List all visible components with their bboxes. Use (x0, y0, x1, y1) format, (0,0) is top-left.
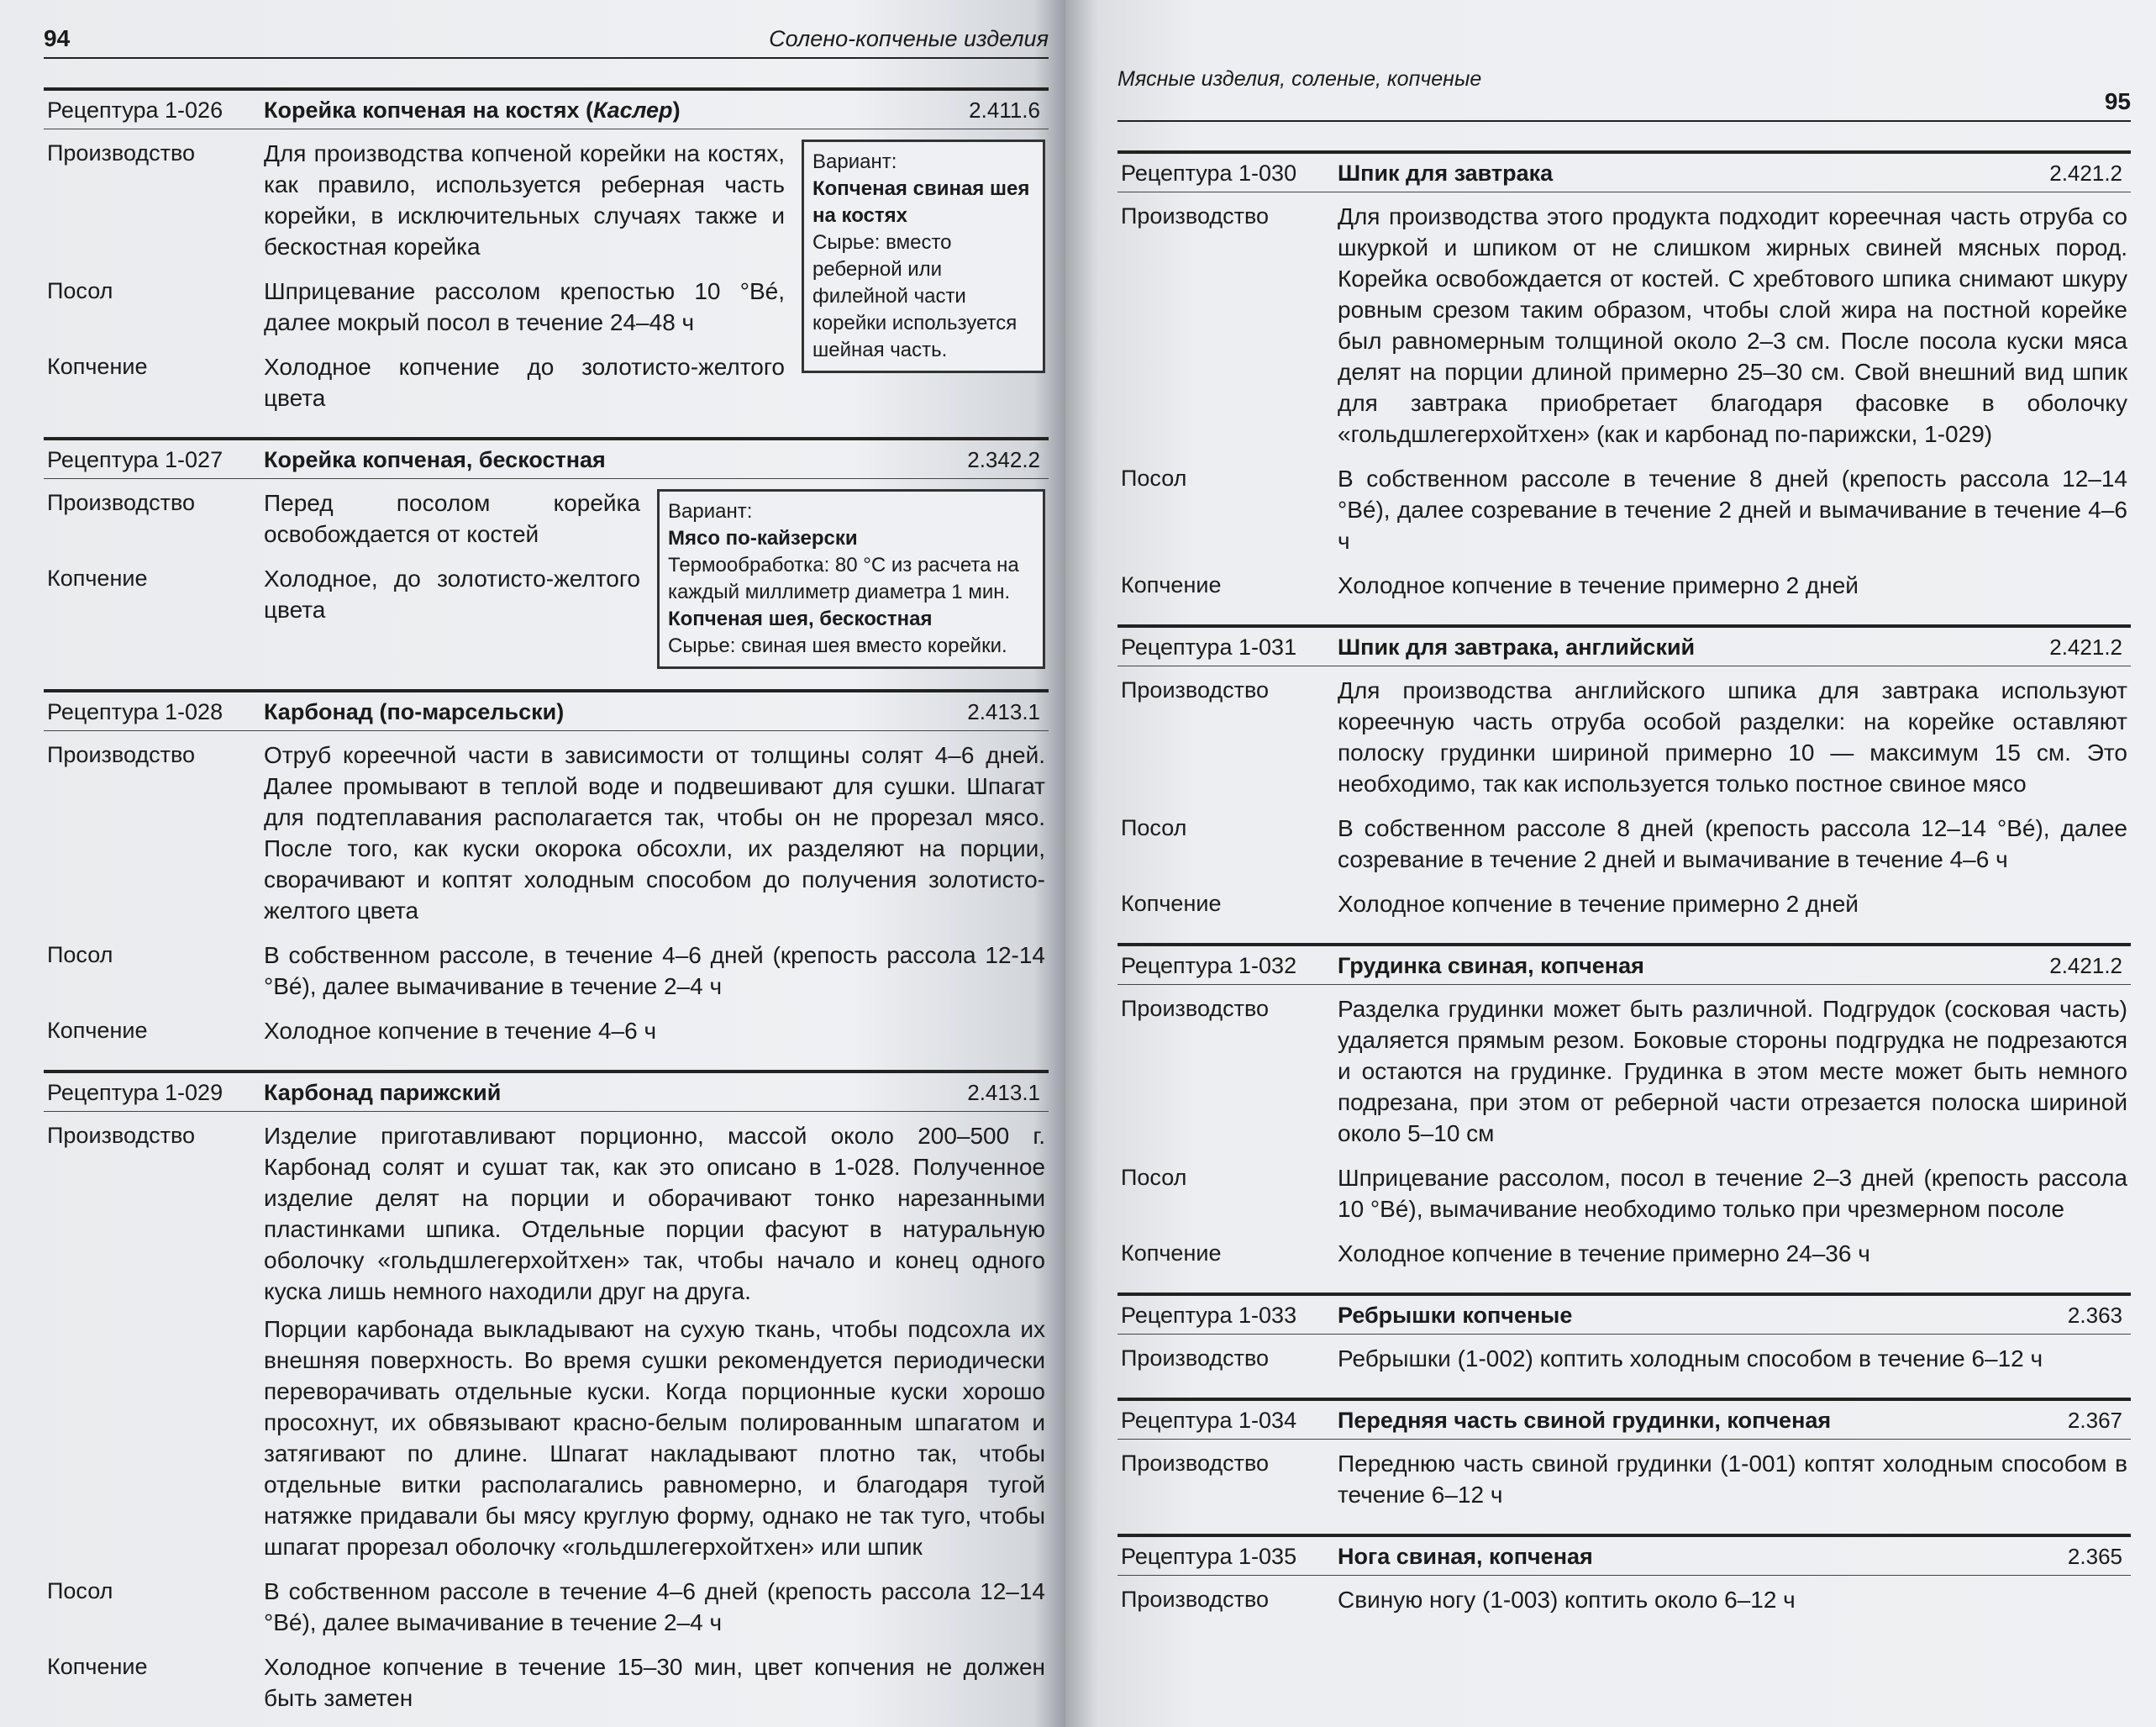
variant-line: Вариант: (668, 500, 753, 523)
recipe-id: Рецептура 1-035 (1121, 1544, 1297, 1569)
page-number-right: 95 (2104, 88, 2131, 114)
recipe-code: 2.367 (2067, 1408, 2122, 1433)
row-text: Холодное копчение в течение примерно 2 дней (1338, 572, 1859, 598)
row-text: Отруб кореечной части в зависимости от толщины солят 4–6 дней. Далее промывают в теплой воде и подвешивают для сушки. Шпагат для подтеплавания располагается так, чтобы он не прорезал мясо. После того, как куски окорока обсохли, их разделяют на порции, сворачивают и коптят холодным способом до получения золотисто-желтого цвета (264, 742, 1045, 924)
recipe-1-029 (44, 1070, 1049, 1720)
row-text: Перед посолом корейка освобождается от костей (264, 490, 640, 547)
recipe-id: Рецептура 1-030 (1121, 161, 1297, 186)
recipe-id: Рецептура 1-029 (47, 1080, 223, 1105)
row-label: Копчение (1121, 572, 1222, 598)
recipe-row (1121, 888, 2127, 926)
recipe-id: Рецептура 1-031 (1121, 634, 1297, 660)
recipe-header (44, 440, 1049, 479)
variant-box (657, 489, 1045, 669)
variant-line: Вариант: (812, 150, 897, 173)
right-page (1065, 0, 2156, 1727)
running-title-right: Мясные изделия, соленые, копченые (1117, 67, 1482, 91)
recipe-row (1121, 570, 2127, 608)
recipe-row (1121, 1162, 2127, 1231)
recipe-body (1117, 192, 2131, 608)
recipe-1-027 (44, 437, 1049, 672)
row-label: Производство (1121, 203, 1270, 229)
variant-line: Сырье: вместо реберной или филейной части корейки используется шейная часть. (812, 231, 1018, 361)
variant-box (802, 140, 1045, 373)
row-text: Шприцевание рассолом крепостью 10 °Bé, далее мокрый посол в течение 24–48 ч (264, 278, 785, 335)
recipe-row (1121, 1448, 2127, 1517)
row-label: Копчение (1121, 891, 1222, 916)
row-label: Посол (47, 1578, 113, 1603)
recipe-header (1117, 1401, 2131, 1440)
row-label: Копчение (47, 1654, 148, 1679)
row-label: Посол (47, 942, 113, 967)
recipe-header (1117, 628, 2131, 666)
recipe-name: Корейка копченая, бескостная (264, 447, 606, 472)
recipe-id: Рецептура 1-034 (1121, 1408, 1297, 1433)
recipe-1-028 (44, 689, 1049, 1053)
recipe-row (47, 1651, 1045, 1720)
recipe-code: 2.342.2 (967, 447, 1040, 472)
recipe-body (44, 129, 1049, 420)
recipe-header (44, 1073, 1049, 1112)
recipe-body (1117, 1335, 2131, 1381)
row-text: Холодное копчение в течение примерно 24–36 ч (1338, 1240, 1870, 1266)
row-text: Изделие приготавливают порционно, массой около 200–500 г. Карбонад солят и сушат так, как это описано в 1-028. Полученное изделие делят на порции и оборачивают тонко нарезанными пластинками шпика. Отдельные порции фасуют в натуральную оболочку «гольдшлегерхойтхен» так, чтобы начало и конец одного куска лишь немного находили друг на друга. Порции карбонада выкладывают на сухую ткань, чтобы подсохла их внешняя поверхность. Во время сушки рекомендуется периодически переворачивать отдельные куски. Когда порционные куски хорошо просохнут, их обвязывают красно-белым полированным шпагатом и затягивают по длине. Шпагат накладывают плотно так, чтобы отдельные витки располагались равномерно, и благодаря тугой натяжке придавали бы мясу круглую форму, однако не так туго, чтобы шпагат прорезал оболочку «гольдшлегерхойтхен» или шпик (264, 1123, 1045, 1560)
row-label: Производство (1121, 1451, 1270, 1476)
recipe-row (47, 740, 1045, 933)
recipe-code: 2.421.2 (2049, 953, 2122, 978)
row-label: Посол (47, 278, 113, 303)
recipe-header (1117, 1296, 2131, 1335)
row-text: Свиную ногу (1-003) коптить около 6–12 ч (1338, 1587, 1796, 1613)
row-label: Производство (47, 742, 196, 767)
row-label: Копчение (47, 354, 148, 379)
recipe-row (1121, 993, 2127, 1156)
recipe-body (44, 731, 1049, 1053)
recipe-name: Нога свиная, копченая (1338, 1544, 1593, 1569)
row-text: Холодное копчение в течение 4–6 ч (264, 1018, 657, 1044)
recipe-row (1121, 1238, 2127, 1276)
row-label: Производство (47, 1123, 196, 1148)
variant-line: Сырье: свиная шея вместо корейки. (668, 634, 1007, 657)
row-text: Для производства этого продукта подходит кореечная часть отруба со шкуркой и шпиком от не слишком жирных свиней мясных пород. Корейка освобождается от костей. С хребтового шпика снимают шкуру ровным срезом таким образом, чтобы слой жира на постной корейке был равномерным толщиной около 2–3 см. После посола куски мяса делят на порции длиной примерно 25–30 см. Свой внешний вид шпик для завтрака приобретает благодаря фасовке в оболочку «гольдшлегерхойтхен» (как и карбонад по-парижски, 1-029) (1338, 203, 2127, 447)
recipe-name: Грудинка свиная, копченая (1338, 953, 1644, 978)
recipe-body (1117, 1440, 2131, 1517)
recipe-header (44, 692, 1049, 731)
recipe-code: 2.421.2 (2049, 161, 2122, 186)
recipe-code: 2.413.1 (967, 699, 1040, 724)
recipe-1-032 (1117, 943, 2131, 1276)
running-head-left (44, 25, 1049, 57)
recipe-1-034 (1117, 1398, 2131, 1517)
recipe-body (44, 1112, 1049, 1720)
recipe-row (47, 1120, 1045, 1569)
row-label: Производство (1121, 1345, 1270, 1371)
row-text: В собственном рассоле 8 дней (крепость рассола 12–14 °Bé), далее созревание в течение 2 дней и вымачивание в течение 4–6 ч (1338, 815, 2127, 872)
running-title-left: Солено-копченые изделия (769, 26, 1049, 51)
running-head-right (1117, 67, 2131, 120)
recipe-row (1121, 463, 2127, 563)
row-text: Холодное копчение до золотисто-желтого цвета (264, 354, 785, 411)
recipe-row (1121, 1343, 2127, 1381)
recipe-name: Шпик для завтрака, английский (1338, 634, 1696, 660)
recipe-id: Рецептура 1-026 (47, 97, 223, 123)
row-label: Посол (1121, 815, 1187, 840)
recipe-body (1117, 985, 2131, 1276)
recipe-code: 2.365 (2067, 1544, 2122, 1569)
recipe-row (47, 1015, 1045, 1053)
recipe-name: Шпик для завтрака (1338, 161, 1554, 186)
recipe-1-030 (1117, 150, 2131, 608)
variant-line: Копченая шея, бескостная (668, 608, 933, 630)
row-text: Разделка грудинки может быть различной. Подгрудок (сосковая часть) удаляется прямым резом. Боковые стороны подгрудка не подрезаются и остаются на грудинке. Грудинка в этом месте может быть немного подрезана, при этом от реберной части отрезается полоска шириной около 5–10 см (1338, 996, 2127, 1146)
recipe-row (47, 1576, 1045, 1645)
recipe-id: Рецептура 1-027 (47, 447, 223, 472)
recipe-1-035 (1117, 1534, 2131, 1622)
recipe-name: Карбонад (по-марсельски) (264, 699, 565, 724)
recipe-code: 2.421.2 (2049, 634, 2122, 660)
recipe-body (1117, 666, 2131, 926)
recipe-code: 2.413.1 (967, 1080, 1040, 1105)
row-text: Холодное, до золотисто-желтого цвета (264, 566, 640, 623)
recipe-row (47, 940, 1045, 1008)
page-number-left: 94 (44, 25, 71, 51)
row-text: Для производства английского шпика для завтрака используют кореечную часть отруба особой разделки: на корейке оставляют полоску грудинки шириной примерно 10 — максимум 15 см. Это необходимо, так как используется только постное свиное мясо (1338, 677, 2127, 797)
recipe-body (1117, 1576, 2131, 1622)
recipe-row (1121, 813, 2127, 882)
recipe-name: Ребрышки копченые (1338, 1303, 1573, 1328)
recipe-id: Рецептура 1-032 (1121, 953, 1297, 978)
row-label: Копчение (1121, 1240, 1222, 1266)
row-text: Ребрышки (1-002) коптить холодным способом в течение 6–12 ч (1338, 1345, 2043, 1372)
head-rule-right (1117, 120, 2131, 122)
left-page (0, 0, 1065, 1727)
recipe-header (1117, 154, 2131, 192)
recipe-name: Корейка копченая на костях (Каслер) (264, 97, 681, 123)
head-rule-left (44, 57, 1049, 59)
variant-line: Копченая свиная шея на костях (812, 177, 1030, 227)
row-text: В собственном рассоле в течение 8 дней (крепость рассола 12–14 °Bé), далее созревание в течение 2 дней и вымачивание в течение 4–6 ч (1338, 466, 2127, 554)
recipe-row (1121, 201, 2127, 456)
row-label: Производство (47, 140, 196, 166)
recipe-code: 2.411.6 (969, 97, 1040, 123)
row-label: Производство (1121, 1587, 1270, 1612)
row-label: Производство (1121, 677, 1270, 703)
row-text: Холодное копчение в течение примерно 2 дней (1338, 891, 1859, 917)
recipe-id: Рецептура 1-033 (1121, 1303, 1297, 1328)
recipe-1-033 (1117, 1293, 2131, 1381)
recipe-header (1117, 1537, 2131, 1576)
row-label: Посол (1121, 466, 1187, 491)
row-text: Шприцевание рассолом, посол в течение 2–3 дней (крепость рассола 10 °Bé), вымачивание необходимо только при чрезмерном посоле (1338, 1165, 2127, 1222)
recipe-1-031 (1117, 624, 2131, 926)
row-text: Холодное копчение в течение 15–30 мин, цвет копчения не должен быть заметен (264, 1654, 1045, 1711)
row-label: Копчение (47, 566, 148, 591)
row-text: В собственном рассоле в течение 4–6 дней (крепость рассола 12–14 °Bé), далее вымачивание в течение 2–4 ч (264, 1578, 1045, 1635)
row-label: Копчение (47, 1018, 148, 1043)
recipe-name-italic: Каслер (592, 97, 673, 123)
row-label: Производство (47, 490, 196, 515)
variant-line: Мясо по-кайзерски (668, 527, 858, 550)
recipe-id: Рецептура 1-028 (47, 699, 223, 724)
recipe-1-026 (44, 87, 1049, 420)
variant-line: Термообработка: 80 °С из расчета на каждый миллиметр диаметра 1 мин. (668, 554, 1019, 603)
recipe-header (1117, 946, 2131, 985)
recipe-name: Передняя часть свиной грудинки, копченая (1338, 1408, 1832, 1433)
recipe-row (1121, 675, 2127, 806)
recipe-row (1121, 1584, 2127, 1622)
row-text: Для производства копченой корейки на костях, как правило, используется реберная часть корейки, в исключительных случаях также и бескостная корейка (264, 140, 785, 260)
row-text: В собственном рассоле, в течение 4–6 дней (крепость рассола 12-14 °Bé), далее вымачивание в течение 2–4 ч (264, 942, 1045, 999)
row-label: Посол (1121, 1165, 1187, 1190)
recipe-header (44, 91, 1049, 129)
row-label: Производство (1121, 996, 1270, 1021)
row-text: Переднюю часть свиной грудинки (1-001) коптят холодным способом в течение 6–12 ч (1338, 1451, 2127, 1508)
recipe-code: 2.363 (2067, 1303, 2122, 1328)
recipe-body (44, 479, 1049, 672)
recipe-name: Карбонад парижский (264, 1080, 502, 1105)
